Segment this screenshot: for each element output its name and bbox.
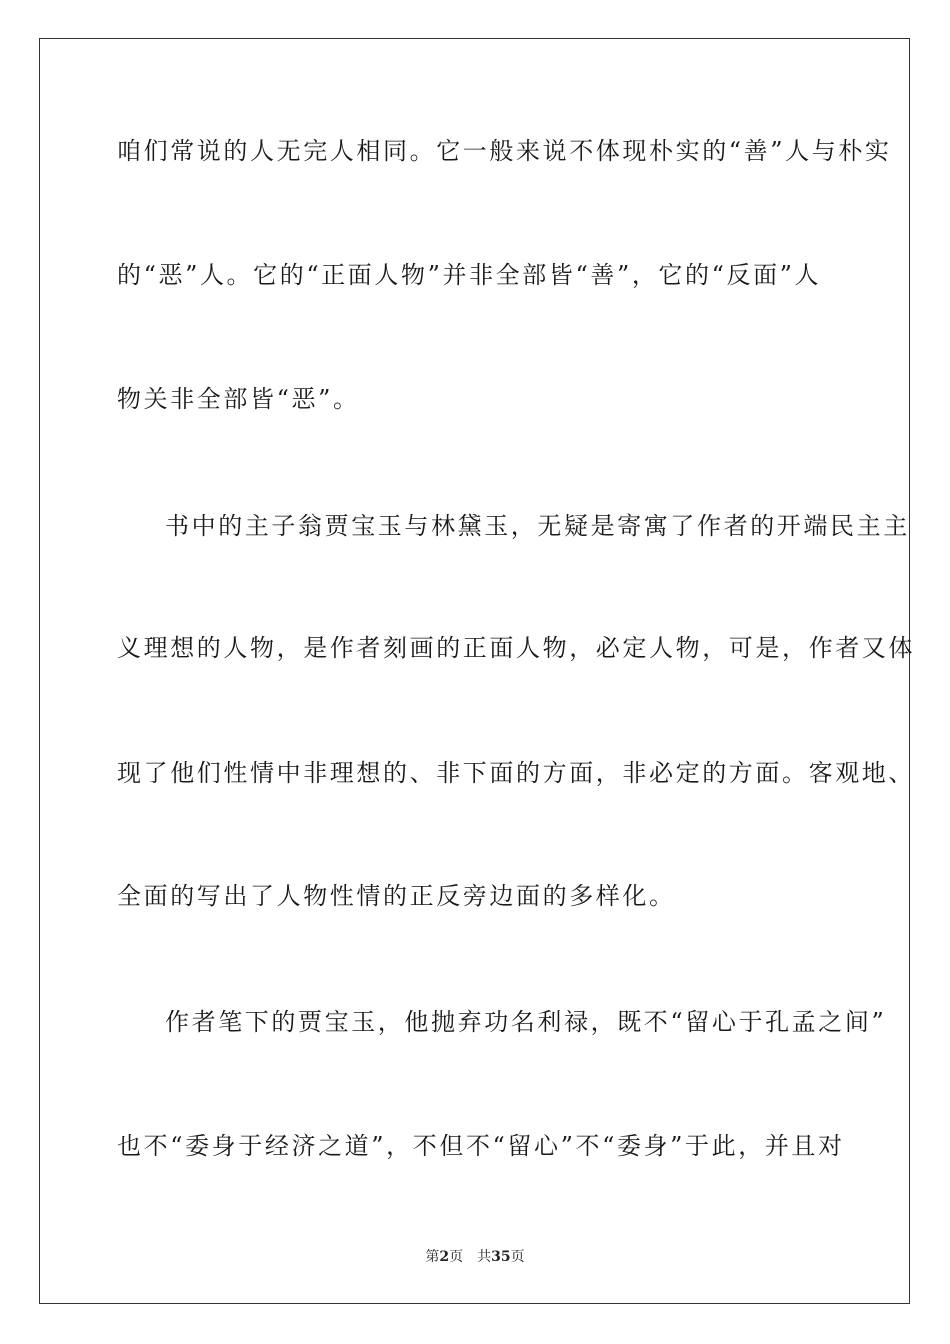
text-line-6: 现了他们性情中非理想的、非下面的方面，非必定的方面。客观地、 — [117, 759, 915, 787]
page-prefix: 第 — [425, 1249, 440, 1265]
text-line-9: 也不“委身于经济之道”，不但不“留心”不“委身”于此，并且对 — [117, 1132, 845, 1160]
text-line-8: 作者笔下的贾宝玉，他抛弃功名利禄，既不“留心于孔孟之间” — [165, 1008, 887, 1036]
page-number: 2 — [439, 1249, 450, 1265]
text-line-4: 书中的主子翁贾宝玉与林黛玉，无疑是寄寓了作者的开端民主主 — [165, 512, 910, 540]
text-line-1: 咱们常说的人无完人相同。它一般来说不体现朴实的“善”人与朴实 — [117, 137, 892, 165]
text-line-7: 全面的写出了人物性情的正反旁边面的多样化。 — [117, 882, 676, 910]
total-suffix: 页 — [510, 1249, 525, 1265]
text-line-3: 物关非全部皆“恶”。 — [117, 385, 360, 413]
page-suffix: 页 — [449, 1249, 464, 1265]
text-line-5: 义理想的人物，是作者刻画的正面人物，必定人物，可是，作者又体 — [117, 634, 915, 662]
text-line-2: 的“恶”人。它的“正面人物”并非全部皆“善”，它的“反面”人 — [117, 261, 822, 289]
page-footer — [0, 1248, 950, 1266]
page-border — [39, 38, 915, 1304]
total-prefix: 共 — [477, 1249, 492, 1265]
total-pages: 35 — [491, 1249, 511, 1265]
